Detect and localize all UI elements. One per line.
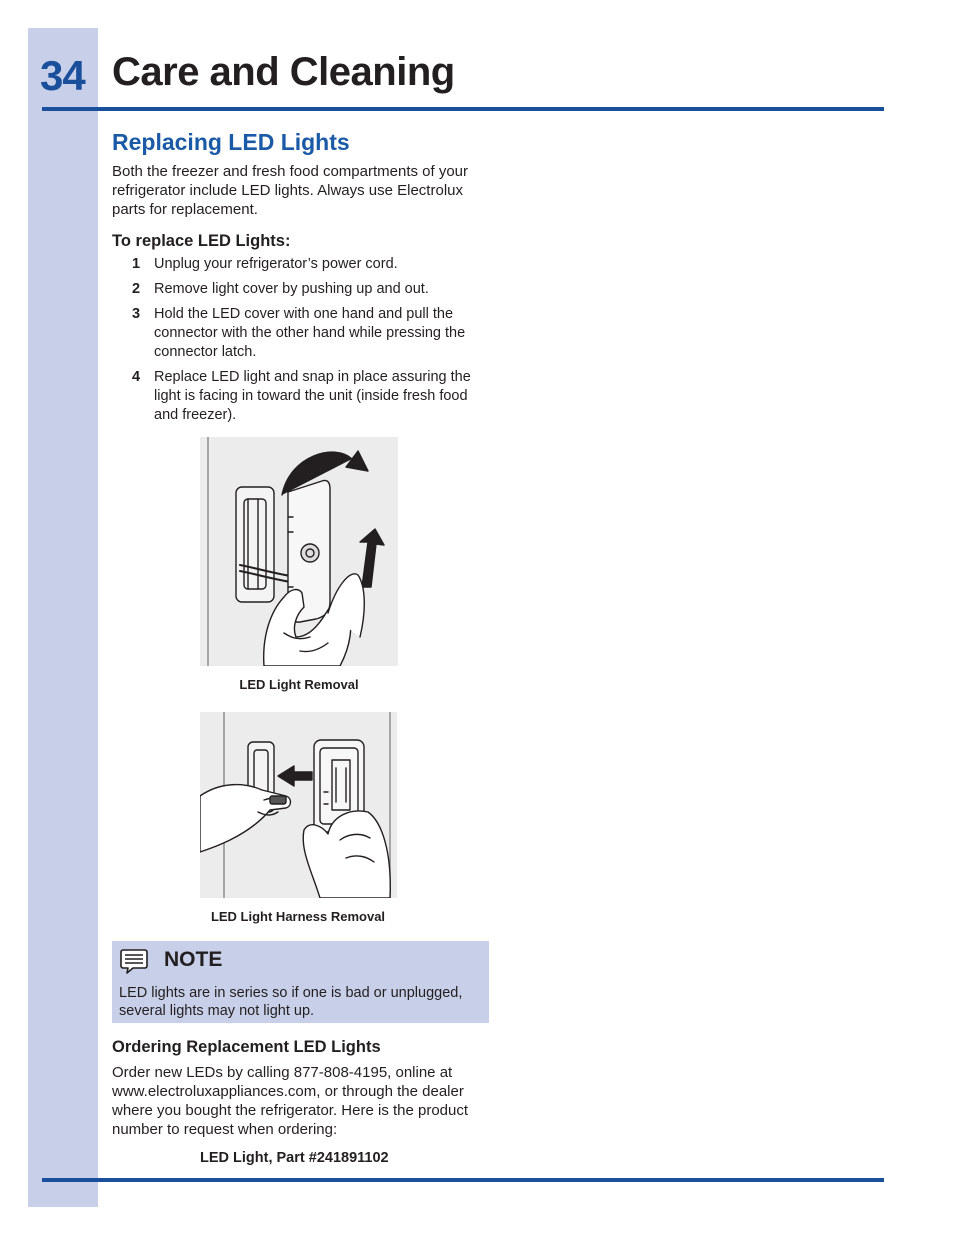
ordering-heading: Ordering Replacement LED Lights xyxy=(112,1038,381,1056)
figure-caption: LED Light Harness Removal xyxy=(210,909,386,924)
step-text: Replace LED light and snap in place assuring the light is facing in toward the unit (inside fresh food and freezer). xyxy=(154,369,471,423)
step-item xyxy=(112,305,492,362)
step-number: 2 xyxy=(132,281,141,297)
note-text: LED lights are in series so if one is bad or unplugged, several lights may not light up. xyxy=(119,985,463,1019)
step-text: Unplug your refrigerator’s power cord. xyxy=(154,256,398,272)
header-rule xyxy=(42,107,884,111)
replace-heading: To replace LED Lights: xyxy=(112,232,291,250)
step-text: Hold the LED cover with one hand and pull the connector with the other hand while pressing the connector latch. xyxy=(154,306,466,360)
led-harness-removal-illustration xyxy=(200,712,397,898)
step-item xyxy=(112,280,492,299)
part-number: LED Light, Part #241891102 xyxy=(200,1150,389,1166)
note-box xyxy=(112,941,489,1023)
led-removal-illustration xyxy=(200,437,398,666)
step-number: 4 xyxy=(132,369,141,385)
step-number: 3 xyxy=(132,306,141,322)
footer-rule xyxy=(42,1178,884,1182)
steps-list xyxy=(112,255,492,431)
step-number: 1 xyxy=(132,256,141,272)
note-title: NOTE xyxy=(164,948,223,971)
section-heading: Replacing LED Lights xyxy=(112,129,350,155)
page-title: Care and Cleaning xyxy=(112,50,455,94)
side-band xyxy=(28,28,98,1207)
ordering-paragraph: Order new LEDs by calling 877-808-4195, online at www.electroluxappliances.com, or through the dealer where you bought the refrigerator. Here is the product number to request when ordering: xyxy=(112,1064,469,1138)
step-text: Remove light cover by pushing up and out. xyxy=(154,281,429,297)
intro-paragraph: Both the freezer and fresh food compartments of your refrigerator include LED lights. Always use Electrolux parts for replacement. xyxy=(112,163,469,218)
step-item xyxy=(112,255,492,274)
note-icon xyxy=(119,949,149,980)
figure-caption: LED Light Removal xyxy=(239,677,359,692)
step-item xyxy=(112,368,492,425)
page-number: 34 xyxy=(40,52,85,99)
